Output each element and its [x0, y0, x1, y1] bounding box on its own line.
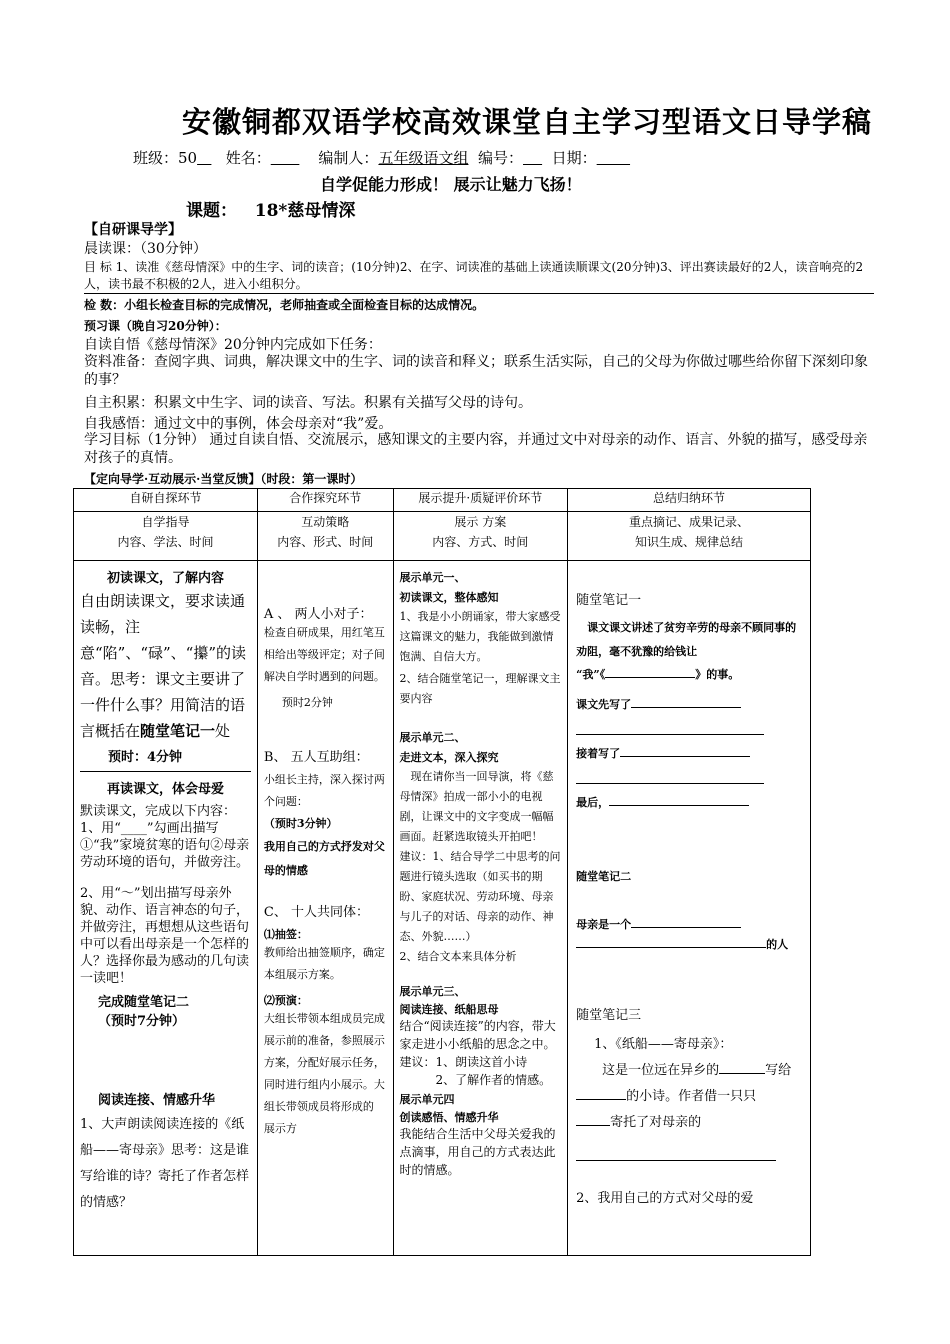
col2-b-question: 我用自己的方式抒发对父母的情感: [263, 840, 385, 877]
col2-a-title: A 、 两人小对子：: [263, 607, 373, 622]
blank[interactable]: [719, 1073, 765, 1074]
col1-para-1: 自由朗读课文，要求读通读畅，注意“陷”、“碌”、“攥”的读音。思考：课文主要讲了一件什么事？用简洁的语言概括在: [80, 592, 247, 740]
col4-note2-title: 随堂笔记二: [576, 870, 632, 883]
col3-unit3-para: 结合“阅读连接”的内容，带大家走进小小纸船的思念之中。: [399, 1019, 556, 1051]
col3-unit3-suggest: 建议：1、朗读这首小诗: [399, 1055, 528, 1069]
col1-para-3: 2、用“～”划出描写母亲外貌、动作、语言神态的句子，并做旁注，再想想从这些语句中可以看出母亲是一个怎样的人？选择你最为感动的几句读一读吧！: [80, 886, 250, 986]
preview-text: 预习课（晚自习20分钟）：: [84, 319, 227, 333]
col3-unit4: 展示单元四: [399, 1093, 455, 1106]
divider: [80, 771, 251, 772]
subheader-3a: 展示 方案: [454, 515, 507, 529]
table-body-row: [74, 561, 811, 1256]
feeling-text: 自我感悟：通过文中的事例，体会母亲对“我”爱。: [84, 416, 393, 432]
col1-time-3: （预时7分钟）: [98, 1014, 186, 1029]
subheader-4a: 重点摘记、成果记录、: [629, 515, 750, 529]
header-col1: 自研自探环节: [74, 489, 258, 512]
col1-cell: 初读课文，了解内容 自由朗读课文，要求读通读畅，注意“陷”、“碌”、“攥”的读音。思考：课文主要讲了一件什么事？用简洁的语言概括在随堂笔记一处 预时：4分钟 再读课文，体会母爱 默读课文，完成以下内容：1、用“____”勾画出描写①“我”家境贫寒的语句②母亲劳动环境的语句，并做旁注。 2、用“～”划出描写母亲外貌、动作、语言神态的句子，并做旁注，再想想从这些语句中可以看出母亲是一个怎样的人？选择你最为感动的几句读一读吧！ 完成随堂笔记二 （预时7分钟） 阅读连接、情感升华 1、大声朗读阅读连接的《纸船——寄母亲》思考：这是谁写给谁的诗？寄托了作者怎样的情感？: [74, 561, 258, 1256]
col1-note-ref: 随堂笔记一: [140, 722, 216, 740]
col4-cell: 随堂笔记一 课文课文讲述了贫穷辛劳的母亲不顾同事的劝阻，毫不犹豫的给钱让 “我”《 》的事。 课文先写了 接着写了 最后， 随堂笔记二 母亲是一个 的人 随堂笔记三 1、《纸船——寄母亲》： 这是一位远在异乡的 写给 的小诗。作者借一只只 寄托了对母亲的 2、我用自己的方式对父母的爱: [568, 561, 811, 1256]
blank-line[interactable]: [576, 712, 764, 735]
col3-unit1-title: 初读课文，整体感知: [399, 591, 499, 604]
col3-unit2-suggest2: 2、结合文本来具体分析: [399, 950, 517, 963]
col2-a-text: 检查自研成果，用红笔互相给出等级评定；对子间解决自学时遇到的问题。: [263, 626, 385, 683]
blank[interactable]: [631, 927, 741, 928]
header-col3: 展示提升·质疑评价环节: [393, 489, 568, 512]
col3-unit1-p1: 1、我是小小朗诵家，带大家感受这篇课文的魅力，我能做到激情饱满、自信大方。: [399, 610, 561, 663]
col4-note3-item1: 1、《纸船——寄母亲》：: [594, 1037, 733, 1052]
blank[interactable]: [576, 947, 766, 948]
col2-c-title: C、 十人共同体：: [263, 905, 369, 920]
col2-b-time: （预时3分钟）: [263, 817, 338, 830]
col2-a-time: 预时2分钟: [281, 696, 333, 709]
col3-unit4-para: 我能结合生活中父母关爱我的点滴事，用自己的方式表达此时的情感。: [399, 1127, 556, 1177]
document-title: 安徽铜都双语学校高效课堂自主学习型语文日导学稿: [182, 105, 873, 139]
col1-heading-3: 完成随堂笔记二: [98, 995, 190, 1010]
self-read-text: 自读自悟《慈母情深》20分钟内完成如下任务：: [84, 337, 382, 353]
subheader-2b: 内容、形式、时间: [277, 535, 374, 549]
subheader-2a: 互动策略: [301, 515, 350, 529]
col2-c2-label: ⑵预演：: [263, 994, 308, 1007]
class-label: 班级：50: [133, 149, 198, 167]
materials-text: 资料准备：查阅字典、词典，解决课文中的生字、词的读音和释义；联系生活实际，自己的父母为你做过哪些给你留下深刻印象的事？: [84, 354, 868, 388]
slogan: 自学促能力形成！ 展示让魅力飞扬！: [320, 175, 582, 194]
col3-unit1: 展示单元一、: [399, 571, 466, 584]
blank-line[interactable]: [576, 761, 764, 784]
col3-unit3: 展示单元三、: [399, 985, 466, 998]
morning-reading: 晨读课：（30分钟）: [84, 241, 207, 257]
subheader-1b: 内容、学法、时间: [117, 535, 214, 549]
subheader-1a: 自学指导: [141, 515, 190, 529]
col4-note1-c: 最后，: [576, 796, 610, 809]
col4-note1-para: 课文课文讲述了贫穷辛劳的母亲不顾同事的劝阻，毫不犹豫的给钱让: [576, 621, 797, 658]
table-subheader-row: [74, 512, 811, 561]
col3-unit3-suggest2: 2、了解作者的情感。: [435, 1073, 552, 1087]
col4-note1-title: 随堂笔记一: [576, 593, 642, 608]
col3-unit3-title: 阅读连接、纸船思母: [399, 1003, 499, 1016]
col2-b-text: 小组长主持，深入探讨两个问题：: [263, 773, 385, 808]
lesson-value: 18*慈母情深: [254, 201, 356, 221]
self-study-heading: 【自研课导学】: [84, 222, 182, 238]
editor-label: 编制人：: [318, 149, 379, 167]
number-label: 编号：: [478, 149, 524, 167]
col4-note2-para: 母亲是一个: [576, 918, 632, 931]
col3-unit2-suggest: 建议：1、结合导学二中思考的问题进行镜头选取（如买书的期盼、家庭状况、劳动环境、母亲与儿子的对话、母亲的动作、神态、外貌……）: [399, 850, 561, 943]
col3-unit1-p2: 2、结合随堂笔记一，理解课文主要内容: [399, 672, 561, 705]
col2-c2-text: 大组长带领本组成员完成展示前的准备，参照展示方案，分配好展示任务，同时进行组内小展示。大组长带领成员将形成的 展示方: [263, 1012, 385, 1135]
blank[interactable]: [609, 805, 749, 806]
goal-text: 目 标 1、读准《慈母情深》中的生字、词的读音；(10分钟)2、在字、词读准的基础上读通读顺课文(20分钟)3、评出赛读最好的2人，读音响亮的2人，读书最不积极的2人，进入小组积分。: [84, 259, 874, 294]
blank-line[interactable]: [576, 1136, 776, 1161]
table-header-row: [74, 489, 811, 512]
header-col2: 合作探究环节: [257, 489, 393, 512]
col2-c1-label: ⑴抽签：: [263, 928, 308, 941]
col4-note3-title: 随堂笔记三: [576, 1008, 642, 1023]
col3-unit2: 展示单元二、: [399, 731, 466, 744]
col1-heading-1: 初读课文，了解内容: [106, 571, 224, 586]
col2-cell: [257, 561, 393, 1256]
col1-para-2: 默读课文，完成以下内容：1、用“____”勾画出描写①“我”家境贫寒的语句②母亲劳动环境的语句，并做旁注。: [80, 804, 250, 870]
lesson-title: [186, 196, 355, 221]
header-col4: 总结归纳环节: [568, 489, 811, 512]
blank[interactable]: [605, 677, 695, 678]
subheader-3b: 内容、方式、时间: [432, 535, 529, 549]
info-line: [133, 147, 630, 168]
accumulate-text: 自主积累：积累文中生字、词的读音、写法。积累有关描写父母的诗句。: [84, 395, 532, 411]
blank[interactable]: [576, 1099, 626, 1100]
study-table: [73, 488, 811, 1256]
editor-value: 五年级语文组: [378, 149, 469, 167]
blank[interactable]: [576, 1125, 610, 1126]
check-text: 检 数：小组长检查目标的完成情况，老师抽查或全面检查目标的达成情况。: [84, 298, 485, 312]
lesson-label: 课题：: [186, 201, 237, 221]
col3-unit2-para: 现在请你当一回导演，将《慈母情深》拍成一部小小的电视剧，让课文中的文字变成一幅幅画面。赶紧选取镜头开拍吧！: [399, 770, 554, 843]
col3-unit2-title: 走进文本，深入探究: [399, 751, 499, 764]
guide-heading: 【定向导学·互动展示·当堂反馈】（时段：第一课时）: [84, 472, 363, 486]
col3-unit4-title: 创读感悟、情感升华: [399, 1111, 499, 1124]
learning-goal-text: 学习目标（1分钟） 通过自读自悟、交流展示，感知课文的主要内容，并通过文中对母亲的动作、语言、外貌的描写，感受母亲对孩子的真情。: [84, 432, 868, 466]
col1-heading-4: 阅读连接、情感升华: [98, 1093, 216, 1108]
col1-time-1: 预时：4分钟: [108, 750, 183, 765]
col4-note3-item2: 2、我用自己的方式对父母的爱: [576, 1191, 754, 1206]
col2-b-title: B、 五人互助组：: [263, 750, 369, 765]
col4-note1-a: 课文先写了: [576, 698, 632, 711]
col2-c1-text: 教师给出抽签顺序，确定本组展示方案。: [263, 946, 385, 981]
date-label: 日期：: [551, 149, 597, 167]
subheader-4b: 知识生成、规律总结: [635, 535, 744, 549]
col1-heading-2: 再读课文，体会母爱: [106, 782, 224, 797]
name-label: 姓名：: [225, 149, 271, 167]
blank[interactable]: [631, 707, 741, 708]
col3-cell: [393, 561, 568, 1256]
col4-note1-b: 接着写了: [576, 747, 621, 760]
col1-para-4: 1、大声朗读阅读连接的《纸船——寄母亲》思考：这是谁写给谁的诗？寄托了作者怎样的情感？: [80, 1117, 250, 1210]
blank[interactable]: [620, 756, 750, 757]
